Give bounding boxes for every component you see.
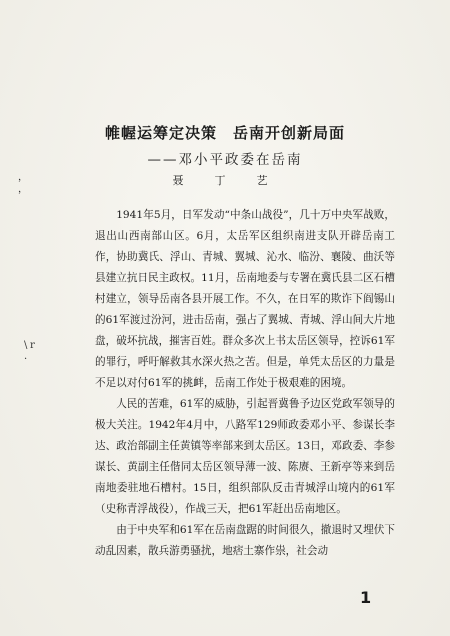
margin-mark: ， (18, 184, 28, 195)
article-author: 聂 丁 艺 (172, 174, 278, 187)
article-body (95, 205, 395, 562)
page-number: 1 (360, 588, 372, 607)
margin-mark: · (24, 354, 28, 365)
paragraph-3: 由于中央军和61军在岳南盘踞的时间很久，撤退时又埋伏下动乱因素，散兵游勇骚扰，地痞土寨作祟，社会动 (95, 524, 395, 557)
paragraph-2: 人民的苦难，61军的威胁，引起晋冀鲁予边区党政军领导的极大关注。1942年4月中，八路军129师政委邓小平、参谋长李达、政治部副主任黄镇等率部来到太岳区。13日，邓政委、李参谋长、黄副主任偕同太岳区领导薄一波、陈赓、王新亭等来到岳南地委驻地石槽村。15日，组织部队反击青城浮山境内的61军（史称青浮战役），作战三天，把61军赶出岳南地区。 (95, 398, 395, 515)
paragraph-1: 1941年5月，日军发动“中条山战役”，几十万中央军战败，退出山西南部山区。6月，太岳军区组织南进支队开辟岳南工作，协助冀氏、浮山、青城、翼城、沁水、临汾、襄陵、曲沃等县建立抗日民主政权。11月，岳南地委与专署在冀氏县二区石槽村建立，领导岳南各县开展工作。不久，在日军的欺诈下阎锡山的61军渡过汾河，进击岳南，强占了翼城、青城、浮山间大片地盘，破坏抗战，摧害百姓。群众多次上书太岳区领导，控诉61军的罪行，呼吁解救其水深火热之苦。但是，单凭太岳区的力量是不足以对付61军的挑衅，岳南工作处于极艰难的困境。 (95, 209, 395, 389)
margin-mark: r (30, 340, 35, 351)
margin-mark: ， (18, 172, 28, 183)
article-title: 帷幄运筹定决策 岳南开创新局面 (104, 124, 345, 142)
article-subtitle: ——邓小平政委在岳南 (147, 152, 303, 168)
margin-mark: \ (24, 340, 28, 351)
